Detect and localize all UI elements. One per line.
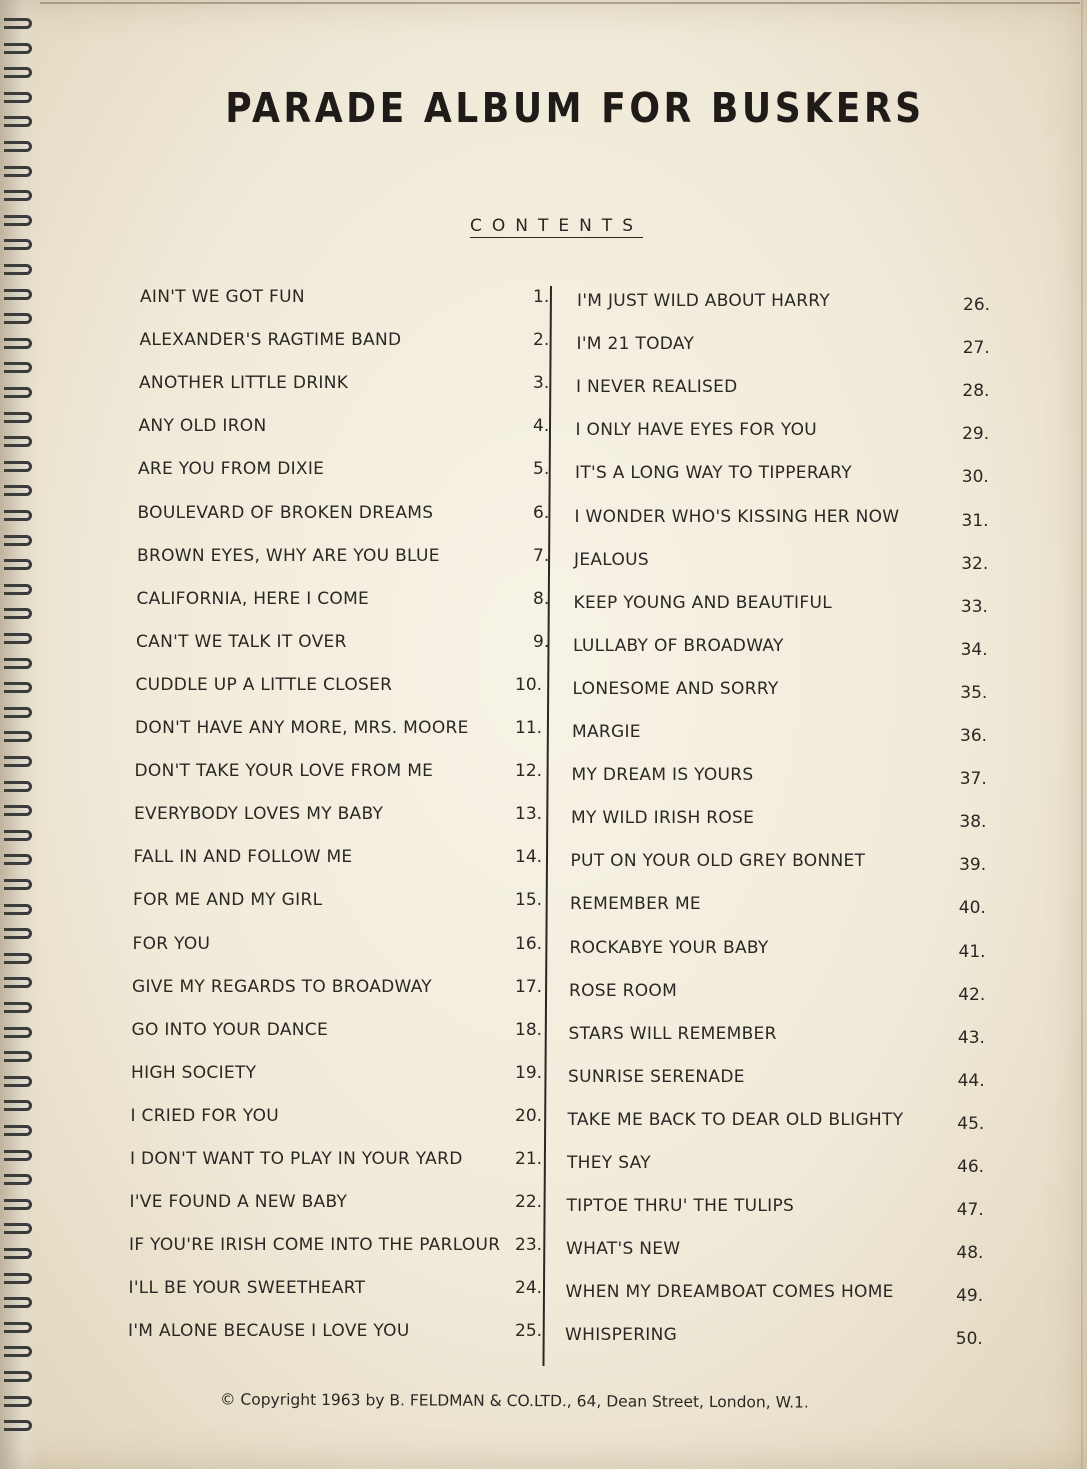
page-number: 46. <box>957 1157 985 1177</box>
page-number: 43. <box>957 1027 985 1048</box>
page-number: 22. <box>515 1192 543 1213</box>
binding-ring <box>4 879 32 890</box>
contents-entry <box>577 334 997 360</box>
song-title: MY DREAM IS YOURS <box>571 765 754 786</box>
page-number: 39. <box>959 855 987 876</box>
binding-ring <box>4 805 32 816</box>
song-title: FOR ME AND MY GIRL <box>133 890 323 911</box>
song-title: KEEP YOUNG AND BEAUTIFUL <box>573 592 832 613</box>
song-title: ROCKABYE YOUR BABY <box>569 937 769 958</box>
contents-entry <box>570 894 990 920</box>
song-title: REMEMBER ME <box>570 894 701 915</box>
binding-ring <box>4 436 32 447</box>
page-number: 42. <box>958 984 986 1005</box>
binding-ring <box>4 239 32 250</box>
page-number: 14. <box>515 847 543 868</box>
page-number: 25. <box>515 1321 543 1342</box>
song-title: I ONLY HAVE EYES FOR YOU <box>575 420 818 441</box>
binding-ring <box>4 215 32 226</box>
contents-entry <box>573 636 993 662</box>
binding-ring <box>4 1150 32 1161</box>
page-number: 44. <box>957 1070 985 1091</box>
binding-ring <box>4 854 32 865</box>
page-number: 26. <box>963 295 991 315</box>
binding-ring <box>4 461 32 472</box>
spiral-binding <box>0 0 40 1469</box>
song-title: EVERYBODY LOVES MY BABY <box>134 804 384 825</box>
song-title: DON'T TAKE YOUR LOVE FROM ME <box>134 761 434 782</box>
binding-ring <box>4 1346 32 1357</box>
contents-entry <box>568 1110 988 1136</box>
song-title: BROWN EYES, WHY ARE YOU BLUE <box>137 545 440 566</box>
contents-entry <box>137 589 551 615</box>
contents-entry <box>134 847 551 873</box>
page-number: 36. <box>960 726 988 746</box>
binding-ring <box>4 485 32 496</box>
contents-entry <box>134 804 550 830</box>
song-title: GO INTO YOUR DANCE <box>131 1019 329 1040</box>
binding-ring <box>4 387 32 398</box>
song-title: AIN'T WE GOT FUN <box>140 287 305 307</box>
contents-entry <box>577 291 997 317</box>
contents-entry <box>576 420 996 446</box>
binding-ring <box>4 1100 32 1111</box>
binding-ring <box>4 264 32 275</box>
contents-entry <box>130 1192 551 1218</box>
page-top-edge <box>40 2 1080 4</box>
page-number: 47. <box>956 1200 984 1221</box>
binding-ring <box>4 510 32 521</box>
page-number: 19. <box>515 1062 543 1083</box>
contents-entry <box>133 890 550 916</box>
song-title: IT'S A LONG WAY TO TIPPERARY <box>575 463 852 484</box>
binding-ring <box>4 584 32 595</box>
binding-ring <box>4 1076 32 1087</box>
song-title: HIGH SOCIETY <box>131 1062 257 1083</box>
page-right-edge <box>1081 0 1083 1469</box>
song-title: ARE YOU FROM DIXIE <box>138 459 325 480</box>
page-number: 35. <box>960 682 988 703</box>
binding-ring <box>4 1027 32 1038</box>
binding-ring <box>4 953 32 964</box>
page-number: 41. <box>958 941 986 962</box>
song-title: I'M JUST WILD ABOUT HARRY <box>577 291 831 311</box>
song-title: I'LL BE YOUR SWEETHEART <box>128 1278 366 1299</box>
page-number: 32. <box>961 553 989 574</box>
binding-ring <box>4 141 32 152</box>
copyright-footer: © Copyright 1963 by B. FELDMAN & CO.LTD., 64, Dean Street, London, W.1. <box>219 1390 809 1412</box>
page-number: 13. <box>515 804 543 825</box>
page-number: 9. <box>533 631 550 652</box>
contents-entry <box>140 287 550 313</box>
contents-entry <box>135 761 551 787</box>
song-title: TIPTOE THRU' THE TULIPS <box>566 1196 795 1217</box>
binding-ring <box>4 535 32 546</box>
contents-entry <box>574 593 994 619</box>
contents-entry <box>572 722 992 748</box>
binding-ring <box>4 904 32 915</box>
binding-ring <box>4 1199 32 1210</box>
song-title: MY WILD IRISH ROSE <box>571 808 755 829</box>
page-number: 8. <box>533 588 550 609</box>
binding-ring <box>4 1371 32 1382</box>
song-title: STARS WILL REMEMBER <box>568 1023 777 1044</box>
contents-entry <box>130 1149 550 1175</box>
contents-entry <box>576 377 996 403</box>
binding-ring <box>4 116 32 127</box>
page-number: 24. <box>515 1278 543 1299</box>
page-number: 18. <box>515 1019 543 1040</box>
binding-ring <box>4 1051 32 1062</box>
binding-ring <box>4 830 32 841</box>
contents-entry <box>133 934 551 960</box>
page-number: 21. <box>515 1149 543 1169</box>
song-title: WHAT'S NEW <box>566 1239 681 1260</box>
binding-ring <box>4 608 32 619</box>
page-number: 11. <box>515 718 543 738</box>
binding-ring <box>4 1297 32 1308</box>
song-title: WHISPERING <box>565 1325 678 1346</box>
contents-entry <box>565 1325 985 1351</box>
contents-entry <box>575 463 995 489</box>
contents-entry <box>573 679 993 705</box>
binding-ring <box>4 707 32 718</box>
page-number: 5. <box>533 459 550 480</box>
binding-ring <box>4 1420 32 1431</box>
page-number: 48. <box>956 1243 984 1264</box>
page-number: 37. <box>959 769 987 790</box>
contents-entry <box>571 808 991 834</box>
binding-ring <box>4 1002 32 1013</box>
page-number: 10. <box>515 674 543 695</box>
page-number: 12. <box>515 761 543 782</box>
contents-entry <box>136 632 550 658</box>
contents-entry <box>136 675 551 701</box>
song-title: I'M ALONE BECAUSE I LOVE YOU <box>128 1321 410 1342</box>
binding-ring <box>4 928 32 939</box>
contents-entry <box>566 1239 986 1265</box>
contents-entry <box>567 1196 987 1222</box>
song-title: FALL IN AND FOLLOW ME <box>133 847 353 868</box>
contents-entry <box>572 765 992 791</box>
contents-entry <box>139 373 550 399</box>
song-title: WHEN MY DREAMBOAT COMES HOME <box>565 1282 894 1303</box>
binding-ring <box>4 977 32 988</box>
page-number: 34. <box>960 639 988 660</box>
page-number: 6. <box>533 502 550 523</box>
page-number: 4. <box>533 416 550 437</box>
song-title: I'M 21 TODAY <box>576 334 695 355</box>
page-number: 29. <box>962 424 990 445</box>
song-title: I CRIED FOR YOU <box>130 1105 280 1126</box>
binding-ring <box>4 313 32 324</box>
contents-entry <box>131 1106 551 1132</box>
song-title: ANOTHER LITTLE DRINK <box>139 373 349 394</box>
contents-entry <box>571 851 991 877</box>
song-title: LULLABY OF BROADWAY <box>573 635 784 656</box>
binding-ring <box>4 18 32 29</box>
page-number: 28. <box>962 381 990 402</box>
page-number: 2. <box>533 330 550 351</box>
binding-ring <box>4 1322 32 1333</box>
binding-ring <box>4 1174 32 1185</box>
binding-ring <box>4 1223 32 1234</box>
song-title: MARGIE <box>572 722 641 742</box>
song-title: ROSE ROOM <box>569 980 678 1001</box>
page-number: 38. <box>959 812 987 833</box>
binding-ring <box>4 43 32 54</box>
page-number: 33. <box>960 596 988 617</box>
song-title: IF YOU'RE IRISH COME INTO THE PARLOUR <box>129 1235 501 1256</box>
song-title: PUT ON YOUR OLD GREY BONNET <box>570 851 866 872</box>
binding-ring <box>4 166 32 177</box>
song-title: BOULEVARD OF BROKEN DREAMS <box>137 502 434 523</box>
song-title: FOR YOU <box>132 933 211 954</box>
page-number: 1. <box>533 287 550 307</box>
binding-ring <box>4 633 32 644</box>
contents-entry <box>568 1067 988 1093</box>
song-title: JEALOUS <box>574 549 649 570</box>
contents-entry <box>131 1063 550 1089</box>
song-title: SUNRISE SERENADE <box>568 1066 745 1087</box>
song-title: DON'T HAVE ANY MORE, MRS. MOORE <box>135 718 469 738</box>
page-number: 30. <box>961 467 989 488</box>
page-number: 15. <box>515 890 543 911</box>
binding-ring <box>4 1248 32 1259</box>
contents-entry <box>569 981 989 1007</box>
page-number: 20. <box>515 1105 543 1126</box>
contents-entry <box>566 1282 986 1308</box>
contents-entry <box>132 977 550 1003</box>
contents-entry <box>139 416 551 442</box>
song-title: I NEVER REALISED <box>576 377 738 398</box>
contents-heading: CONTENTS <box>470 216 643 236</box>
contents-entry <box>135 718 550 744</box>
binding-ring <box>4 682 32 693</box>
binding-ring <box>4 781 32 792</box>
page-number: 3. <box>533 373 550 394</box>
song-title: CALIFORNIA, HERE I COME <box>136 588 370 609</box>
binding-ring <box>4 1273 32 1284</box>
contents-entry <box>575 507 995 533</box>
page-number: 49. <box>956 1286 984 1307</box>
song-title: LONESOME AND SORRY <box>572 678 779 699</box>
binding-ring <box>4 338 32 349</box>
contents-entry <box>132 1020 551 1046</box>
binding-ring <box>4 1396 32 1407</box>
page-number: 23. <box>515 1235 543 1256</box>
song-title: CUDDLE UP A LITTLE CLOSER <box>135 674 393 695</box>
binding-ring <box>4 731 32 742</box>
binding-ring <box>4 67 32 78</box>
contents-entry <box>137 546 550 572</box>
song-title: I DON'T WANT TO PLAY IN YOUR YARD <box>130 1149 463 1169</box>
binding-ring <box>4 289 32 300</box>
contents-entry <box>138 503 551 529</box>
page-number: 40. <box>958 898 986 919</box>
contents-entry <box>574 550 994 576</box>
page-number: 50. <box>955 1329 983 1350</box>
contents-entry <box>138 459 550 485</box>
song-title: TAKE ME BACK TO DEAR OLD BLIGHTY <box>567 1109 904 1130</box>
page-number: 16. <box>515 933 543 954</box>
page-number: 27. <box>962 338 990 359</box>
page-number: 7. <box>533 545 550 566</box>
binding-ring <box>4 1125 32 1136</box>
contents-entry <box>570 938 990 964</box>
contents-entry <box>128 1321 550 1347</box>
song-title: THEY SAY <box>567 1153 651 1173</box>
binding-ring <box>4 658 32 669</box>
contents-entry <box>567 1153 987 1179</box>
page-number: 17. <box>515 976 543 997</box>
page-number: 31. <box>961 510 989 531</box>
song-title: GIVE MY REGARDS TO BROADWAY <box>132 976 432 997</box>
contents-entry <box>140 330 551 356</box>
song-title: I WONDER WHO'S KISSING HER NOW <box>574 506 900 527</box>
binding-ring <box>4 412 32 423</box>
contents-entry <box>129 1278 551 1304</box>
contents-entry <box>569 1024 989 1050</box>
binding-ring <box>4 559 32 570</box>
song-title: ANY OLD IRON <box>138 416 267 437</box>
binding-ring <box>4 190 32 201</box>
binding-ring <box>4 92 32 103</box>
binding-ring <box>4 362 32 373</box>
binding-ring <box>4 756 32 767</box>
contents-entry <box>129 1235 550 1261</box>
song-title: I'VE FOUND A NEW BABY <box>129 1192 348 1213</box>
album-title: PARADE ALBUM FOR BUSKERS <box>225 84 925 132</box>
page-number: 45. <box>957 1113 985 1134</box>
song-title: ALEXANDER'S RAGTIME BAND <box>139 330 402 351</box>
song-title: CAN'T WE TALK IT OVER <box>136 631 347 652</box>
